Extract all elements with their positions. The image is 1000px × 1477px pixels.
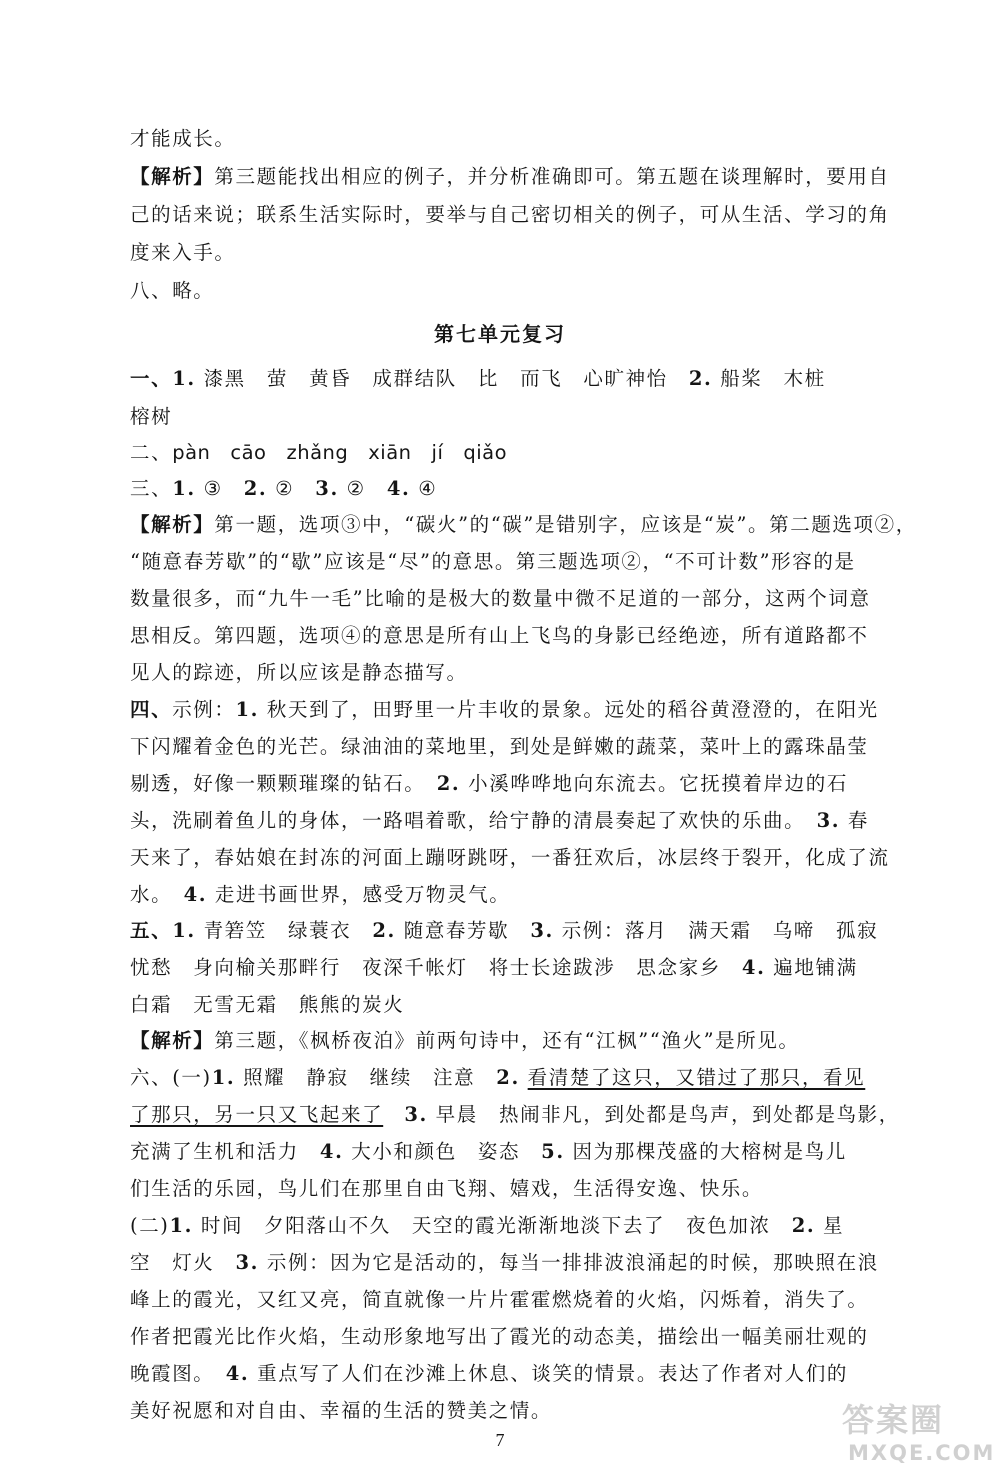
analysis-paragraph: 【解析】第三题能找出相应的例子，并分析准确即可。第五题在谈理解时，要用自 [130,165,890,188]
text-line: 己的话来说；联系生活实际时，要举与自己密切相关的例子，可从生活、学习的角 [130,203,890,226]
section-title: 第七单元复习 [434,322,566,346]
text-line: 天来了，春姑娘在封冻的河面上蹦呀跳呀，一番狂欢后，冰层终于裂开，化成了流 [130,846,890,869]
text-line: 见人的踪迹，所以应该是静态描写。 [130,661,468,684]
text-line: 数量很多，而“九牛一毛”比喻的是极大的数量中微不足道的一部分，这两个词意 [130,587,871,610]
underlined-answer: 看清楚了这只，又错过了那只，看见 [527,1066,866,1089]
text-line: 们生活的乐园，鸟儿们在那里自由飞翔、嬉戏，生活得安逸、快乐。 [130,1177,764,1200]
text-line: 忧愁 身向榆关那畔行 夜深千帐灯 将士长途跋涉 思念家乡 4. 遍地铺满 [130,956,858,979]
text-line: 峰上的霞光，又红又亮，简直就像一片片霍霍燃烧着的火焰，闪烁着，消失了。 [130,1288,869,1311]
answer-6: 六、(一)1. 照耀 静寂 继续 注意 2. 看清楚了这只，又错过了那只，看见 [130,1066,866,1089]
underlined-answer: 了那只，另一只又飞起来了 [130,1103,384,1126]
text-line: 思相反。第四题，选项④的意思是所有山上飞鸟的身影已经绝迹，所有道路都不 [130,624,869,647]
analysis-paragraph: 【解析】第三题，《枫桥夜泊》前两句诗中，还有“江枫”“渔火”是所见。 [130,1029,800,1052]
answer-6-part-2: (二)1. 时间 夕阳落山不久 天空的霞光渐渐地淡下去了 夜色加浓 2. 星 [130,1214,845,1237]
text-line: 才能成长。 [130,127,236,150]
text-line: 美好祝愿和对自由、幸福的生活的赞美之情。 [130,1399,553,1422]
text-line: 剔透，好像一颗颗璀璨的钻石。 2. 小溪哗哗地向东流去。它抚摸着岸边的石 [130,772,848,795]
analysis-tag: 【解析】 [130,165,215,188]
answer-3: 三、1. ③ 2. ② 3. ② 4. ④ [130,477,438,500]
answer-1: 一、1. 漆黑 萤 黄昏 成群结队 比 而飞 心旷神怡 2. 船桨 木桩 [130,367,826,390]
text-line: 八、略。 [130,279,215,302]
answer-2: 二、pàn cāo zhǎng xiān jí qiǎo [130,441,508,464]
answer-5: 五、1. 青箬笠 绿蓑衣 2. 随意春芳歇 3. 示例：落月 满天霜 乌啼 孤寂 [130,919,879,942]
watermark-text: 答案圈 [842,1401,945,1439]
text-line: 白霜 无雪无霜 熊熊的炭火 [130,993,405,1016]
answer-4: 四、示例：1. 秋天到了，田野里一片丰收的景象。远处的稻谷黄澄澄的，在阳光 [130,698,879,721]
text-line: 下闪耀着金色的光芒。绿油油的菜地里，到处是鲜嫩的蔬菜，菜叶上的露珠晶莹 [130,735,869,758]
page-number: 7 [495,1430,505,1450]
pinyin-answers: pàn cāo zhǎng xiān jí qiǎo [172,441,508,464]
text-line: 度来入手。 [130,241,236,264]
analysis-paragraph: 【解析】第一题，选项③中，“碳火”的“碳”是错别字，应该是“炭”。第二题选项②， [130,513,917,536]
text-line: 头，洗刷着鱼儿的身体，一路唱着歌，给宁静的清晨奏起了欢快的乐曲。 3. 春 [130,809,870,832]
text-line: 了那只，另一只又飞起来了 3. 早晨 热闹非凡，到处都是鸟声，到处都是鸟影， [130,1103,900,1126]
text-line: 晚霞图。 4. 重点写了人们在沙滩上休息、谈笑的情景。表达了作者对人们的 [130,1362,848,1385]
text-line: 水。 4. 走进书画世界，感受万物灵气。 [130,883,511,906]
analysis-tag: 【解析】 [130,1029,215,1052]
text-line: “随意春芳歇”的“歇”应该是“尽”的意思。第三题选项②，“不可计数”形容的是 [130,550,856,573]
analysis-tag: 【解析】 [130,513,215,536]
text-line: 充满了生机和活力 4. 大小和颜色 姿态 5. 因为那棵茂盛的大榕树是鸟儿 [130,1140,847,1163]
text-line: 作者把霞光比作火焰，生动形象地写出了霞光的动态美，描绘出一幅美丽壮观的 [130,1325,869,1348]
text-line: 榕树 [130,405,173,428]
watermark-logo [838,1395,996,1471]
text-line: 空 灯火 3. 示例：因为它是活动的，每当一排排波浪涌起的时候，那映照在浪 [130,1251,879,1274]
watermark-url: MXQE.COM [848,1441,996,1465]
